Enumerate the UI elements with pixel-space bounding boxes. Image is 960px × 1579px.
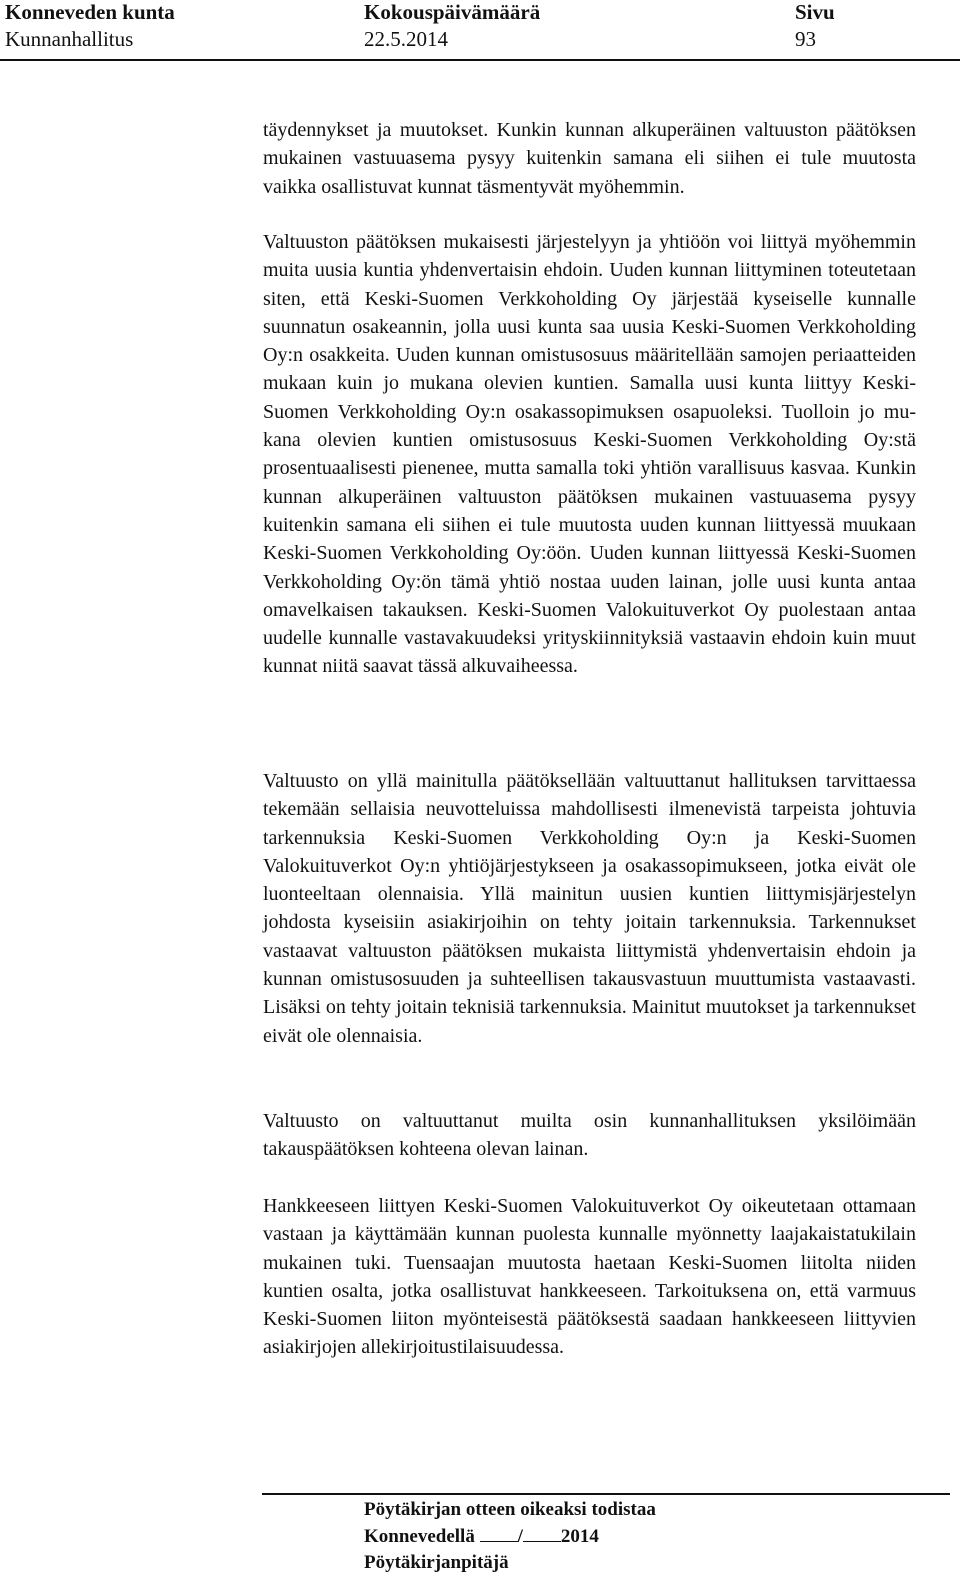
certification-place: Konnevedellä: [364, 1526, 475, 1547]
minutes-keeper-label: Pöytäkirjanpitäjä: [364, 1552, 509, 1573]
certification-footer: [364, 1497, 656, 1576]
paragraph: täydennykset ja muutokset. Kunkin kunnan alkuperäinen valtuuston päätöksen mukainen vastuuasema pysyy kuitenkin samana eli siihen ei tule muutosta vaikka osallistuvat kunnat täsmentyvät myöhemmin.: [263, 119, 916, 198]
header-organization: [5, 0, 175, 53]
organization-name: Konneveden kunta: [5, 0, 175, 24]
paragraph: Valtuusto on valtuuttanut muilta osin kunnanhallituksen yksilöimään takauspäätöksen kohteena olevan lainan.: [263, 1110, 916, 1161]
page-number: 93: [795, 27, 816, 51]
certification-statement: Pöytäkirjan otteen oikeaksi todistaa: [364, 1499, 656, 1520]
header-page: [795, 0, 835, 53]
page-label: Sivu: [795, 0, 835, 24]
header-meeting-date: [364, 0, 540, 53]
paragraph: Valtuusto on yllä mainitulla päätöksellään valtuuttanut hallituksen tarvittaessa tekemään sellaisia neuvotteluissa mahdollisesti ilmenevistä tarpeista johtuvia tarkennuksia Keski-Suomen Verkkoholding Oy:n ja Keski-Suomen Valokuituverkot Oy:n yhtiöjärjestykseen ja osakassopimukseen, jotka eivät ole luonteeltaan olennaisia. Yllä mainitun uusien kuntien liittymisjärjestelyn johdosta kyseisiin asiakirjoihin on tehty joitain tarkennuksia. Tarkennukset vastaavat valtuuston päätöksen mukaista liittymistä yhdenvertaisin ehdoin ja kunnan omistusosuuden ja suhteellisen takausvastuun muuttumista vastaavasti. Lisäksi on tehty joitain teknisiä tarkennuksia. Mainitut muutokset ja tarkennukset eivät ole olennaisia.: [263, 770, 916, 1047]
paragraph: Hankkeeseen liittyen Keski-Suomen Valokuituverkot Oy oikeutetaan ottamaan vastaan ja käyttämään kunnan puolesta kunnalle myönnetty laajakaistatukilain mukainen tuki. Tuensaajan muutosta haetaan Keski-Suomen liitolta niiden kuntien osalta, jotka osallistuvat hankkeeseen. Tarkoituksena on, että varmuus Keski-Suomen liiton myönteisestä päätöksestä saadaan hankkeeseen liittyvien asiakirjojen allekirjoitustilaisuudessa.: [263, 1195, 916, 1359]
day-blank: [480, 1523, 518, 1542]
date-separator: /: [517, 1526, 523, 1547]
certification-year: 2014: [560, 1526, 599, 1547]
header-divider: [0, 59, 960, 61]
meeting-date-value: 22.5.2014: [364, 27, 448, 51]
paragraph: Valtuuston päätöksen mukaisesti järjestelyyn ja yhtiöön voi liittyä myöhemmin muita uusia kuntia yhdenvertaisin ehdoin. Uuden kunnan liittyminen toteutetaan siten, että Keski-Suomen Verkkoholding Oy järjestää kyseiselle kunnalle suunnatun osakeannin, jolla uusi kunta saa uusia Keski-Suomen Verkkoholding Oy:n osakkeita. Uuden kunnan omistusosuus määritellään samojen periaatteiden mukaan kuin jo mukana olevien kuntien. Samalla uusi kunta liittyy Keski-Suomen Verkkoholding Oy:n osakassopimuksen osapuoleksi. Tuolloin jo mukana olevien kuntien omistusosuus Keski-Suomen Verkkoholding Oy:stä prosentuaalisesti pienenee, mutta samalla toki yhtiön varallisuus kasvaa. Kunkin kunnan alkuperäinen valtuuston päätöksen mukainen vastuuasema pysyy kuitenkin samana eli siihen ei tule muutosta uuden kunnan liittyessä muukaan Keski-Suomen Verkkoholding Oy:öön. Uuden kunnan liittyessä Keski-Suomen Verkkoholding Oy:ön tämä yhtiö nostaa uuden lainan, jolle uusi kunta antaa omavelkaisen takauksen. Keski-Suomen Valokuituverkot Oy puolestaan antaa uudelle kunnalle vastavakuudeksi yrityskiinnityksiä vastaavin ehdoin kuin muut kunnat niitä saavat tässä alkuvaiheessa.: [263, 231, 916, 678]
month-blank: [523, 1523, 561, 1542]
body-name: Kunnanhallitus: [5, 27, 134, 51]
footer-divider: [262, 1493, 950, 1495]
certification-place-date: [364, 1523, 656, 1550]
meeting-date-label: Kokouspäivämäärä: [364, 0, 541, 24]
